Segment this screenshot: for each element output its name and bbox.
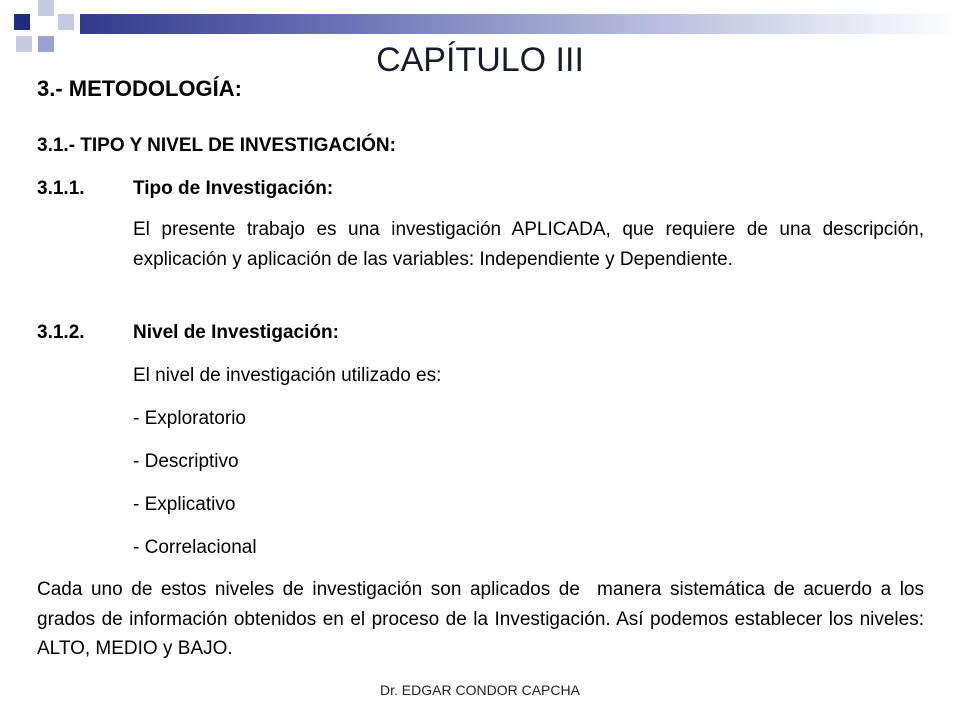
closing-paragraph: Cada uno de estos niveles de investigación son aplicados de manera sistemática de acuerdo a los grados de información obtenidos en el proceso de la Investigación. Así podemos establecer los niveles: ALTO, MEDIO y BAJO. bbox=[37, 579, 930, 659]
list-item-level: - Exploratorio bbox=[133, 408, 246, 429]
level-section-intro: El nivel de investigación utilizado es: bbox=[133, 365, 442, 386]
level-section-number: 3.1.2. bbox=[37, 322, 85, 343]
list-item-level: - Descriptivo bbox=[133, 451, 239, 472]
list-item-level: - Correlacional bbox=[133, 537, 257, 558]
slide-footer: Dr. EDGAR CONDOR CAPCHA bbox=[380, 682, 580, 698]
type-section-paragraph: El presente trabajo es una investigación APLICADA, que requiere de una descripción, explicación y aplicación de las variables: Independiente y Dependiente. bbox=[133, 219, 924, 270]
decor-square-navy bbox=[14, 14, 30, 30]
level-section-title: Nivel de Investigación: bbox=[133, 322, 339, 343]
decor-square-light-1 bbox=[38, 0, 54, 16]
subsection-heading: 3.1.- TIPO Y NIVEL DE INVESTIGACIÓN: bbox=[37, 135, 396, 156]
type-section-title: Tipo de Investigación: bbox=[133, 178, 334, 199]
main-heading: 3.- METODOLOGÍA: bbox=[37, 76, 242, 101]
header-gradient-bar bbox=[80, 14, 960, 34]
decor-square-light-2 bbox=[58, 14, 74, 30]
chapter-title: CAPÍTULO III bbox=[376, 41, 584, 79]
type-section-number: 3.1.1. bbox=[37, 178, 85, 199]
list-item-level: - Explicativo bbox=[133, 494, 236, 515]
